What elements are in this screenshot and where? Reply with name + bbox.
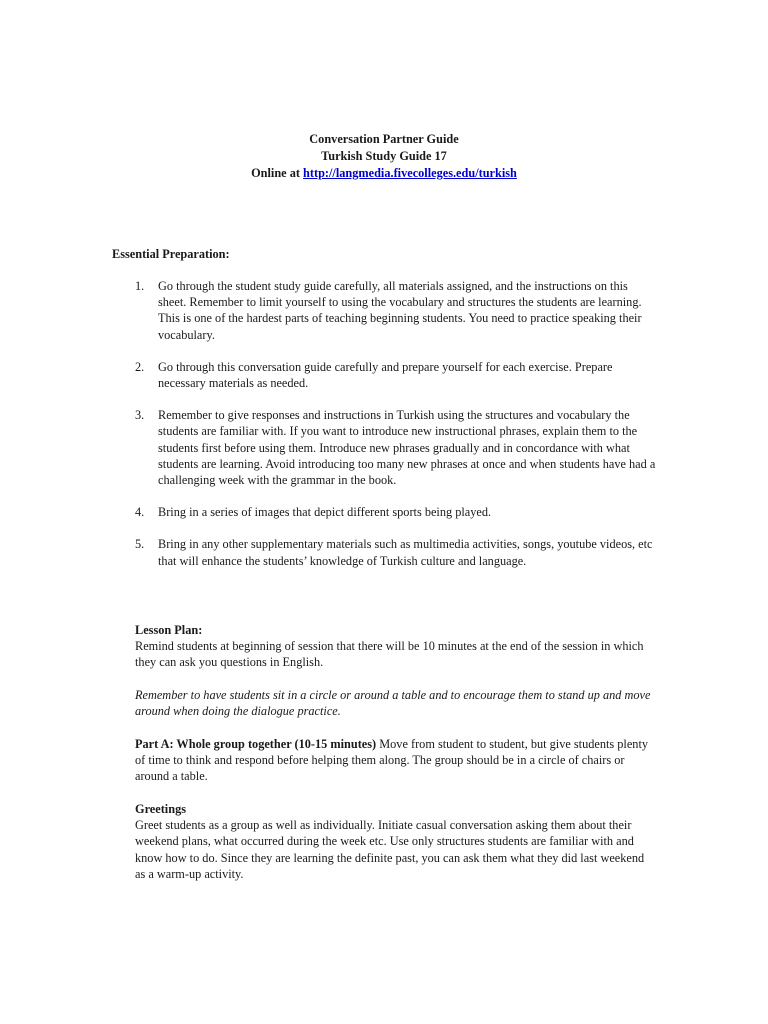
lesson-plan-text: Remind students at beginning of session that there will be 10 minutes at the end of the session in which they can ask you questions in English. [135, 639, 644, 670]
list-text: Bring in any other supplementary materials such as multimedia activities, songs, youtube videos, etc that will enhance the students’ knowledge of Turkish culture and language. [158, 537, 653, 568]
list-item [112, 504, 657, 520]
document-header [0, 131, 768, 182]
list-item [112, 407, 657, 488]
part-a-title: Part A: Whole group together (10-15 minutes) [135, 737, 377, 751]
list-number: 1. [135, 279, 145, 293]
online-prefix: Online at [251, 166, 304, 180]
guide-title: Conversation Partner Guide [309, 132, 459, 146]
list-number: 2. [135, 359, 145, 374]
preparation-list [112, 278, 657, 585]
list-item [112, 536, 657, 568]
list-text: Remember to give responses and instructions in Turkish using the structures and vocabulary the students are familiar with. If you want to introduce new instructional phrases, explain them to the students first before using them. Introduce new phrases gradually and in concordance with what students are learning. Avoid introducing too many new phrases at once and when students have had a challenging week with the grammar in the book. [158, 408, 656, 488]
lesson-plan-section [135, 622, 655, 671]
online-line [0, 165, 768, 182]
lesson-plan-title: Lesson Plan: [135, 623, 203, 637]
list-number: 4. [135, 505, 145, 520]
part-a-section [135, 736, 655, 785]
greetings-title: Greetings [135, 802, 187, 816]
guide-link[interactable]: http://langmedia.fivecolleges.edu/turkish [303, 166, 517, 180]
guide-subtitle: Turkish Study Guide 17 [321, 149, 447, 163]
list-item [112, 278, 657, 343]
list-text: Go through this conversation guide carefully and prepare yourself for each exercise. Prepare necessary materials as needed. [158, 359, 613, 391]
essential-preparation-title: Essential Preparation: [112, 247, 230, 261]
list-number: 5. [135, 537, 145, 552]
lesson-plan-note: Remember to have students sit in a circle or around a table and to encourage them to stand up and move around when doing the dialogue practice. [135, 688, 651, 719]
list-text: Bring in a series of images that depict different sports being played. [158, 505, 492, 520]
list-item [112, 359, 657, 391]
list-number: 3. [135, 408, 145, 423]
part-a-text: Move from student to student, but give students plenty of time to think and respond before helping them along. The group should be in a circle of chairs or around a table. [135, 737, 649, 784]
greetings-section [135, 801, 655, 882]
list-text: Go through the student study guide carefully, all materials assigned, and the instructions on this sheet. Remember to limit yourself to using the vocabulary and structures the students are learning. This is one of the hardest parts of teaching beginning students. You need to practice speaking their vocabulary. [158, 279, 642, 342]
greetings-text: Greet students as a group as well as individually. Initiate casual conversation asking them about their weekend plans, what occurred during the week etc. Use only structures students are familiar with and know how to do. Since they are learning the definite past, you can ask them what they did last weekend as a warm-up activity. [135, 818, 645, 881]
